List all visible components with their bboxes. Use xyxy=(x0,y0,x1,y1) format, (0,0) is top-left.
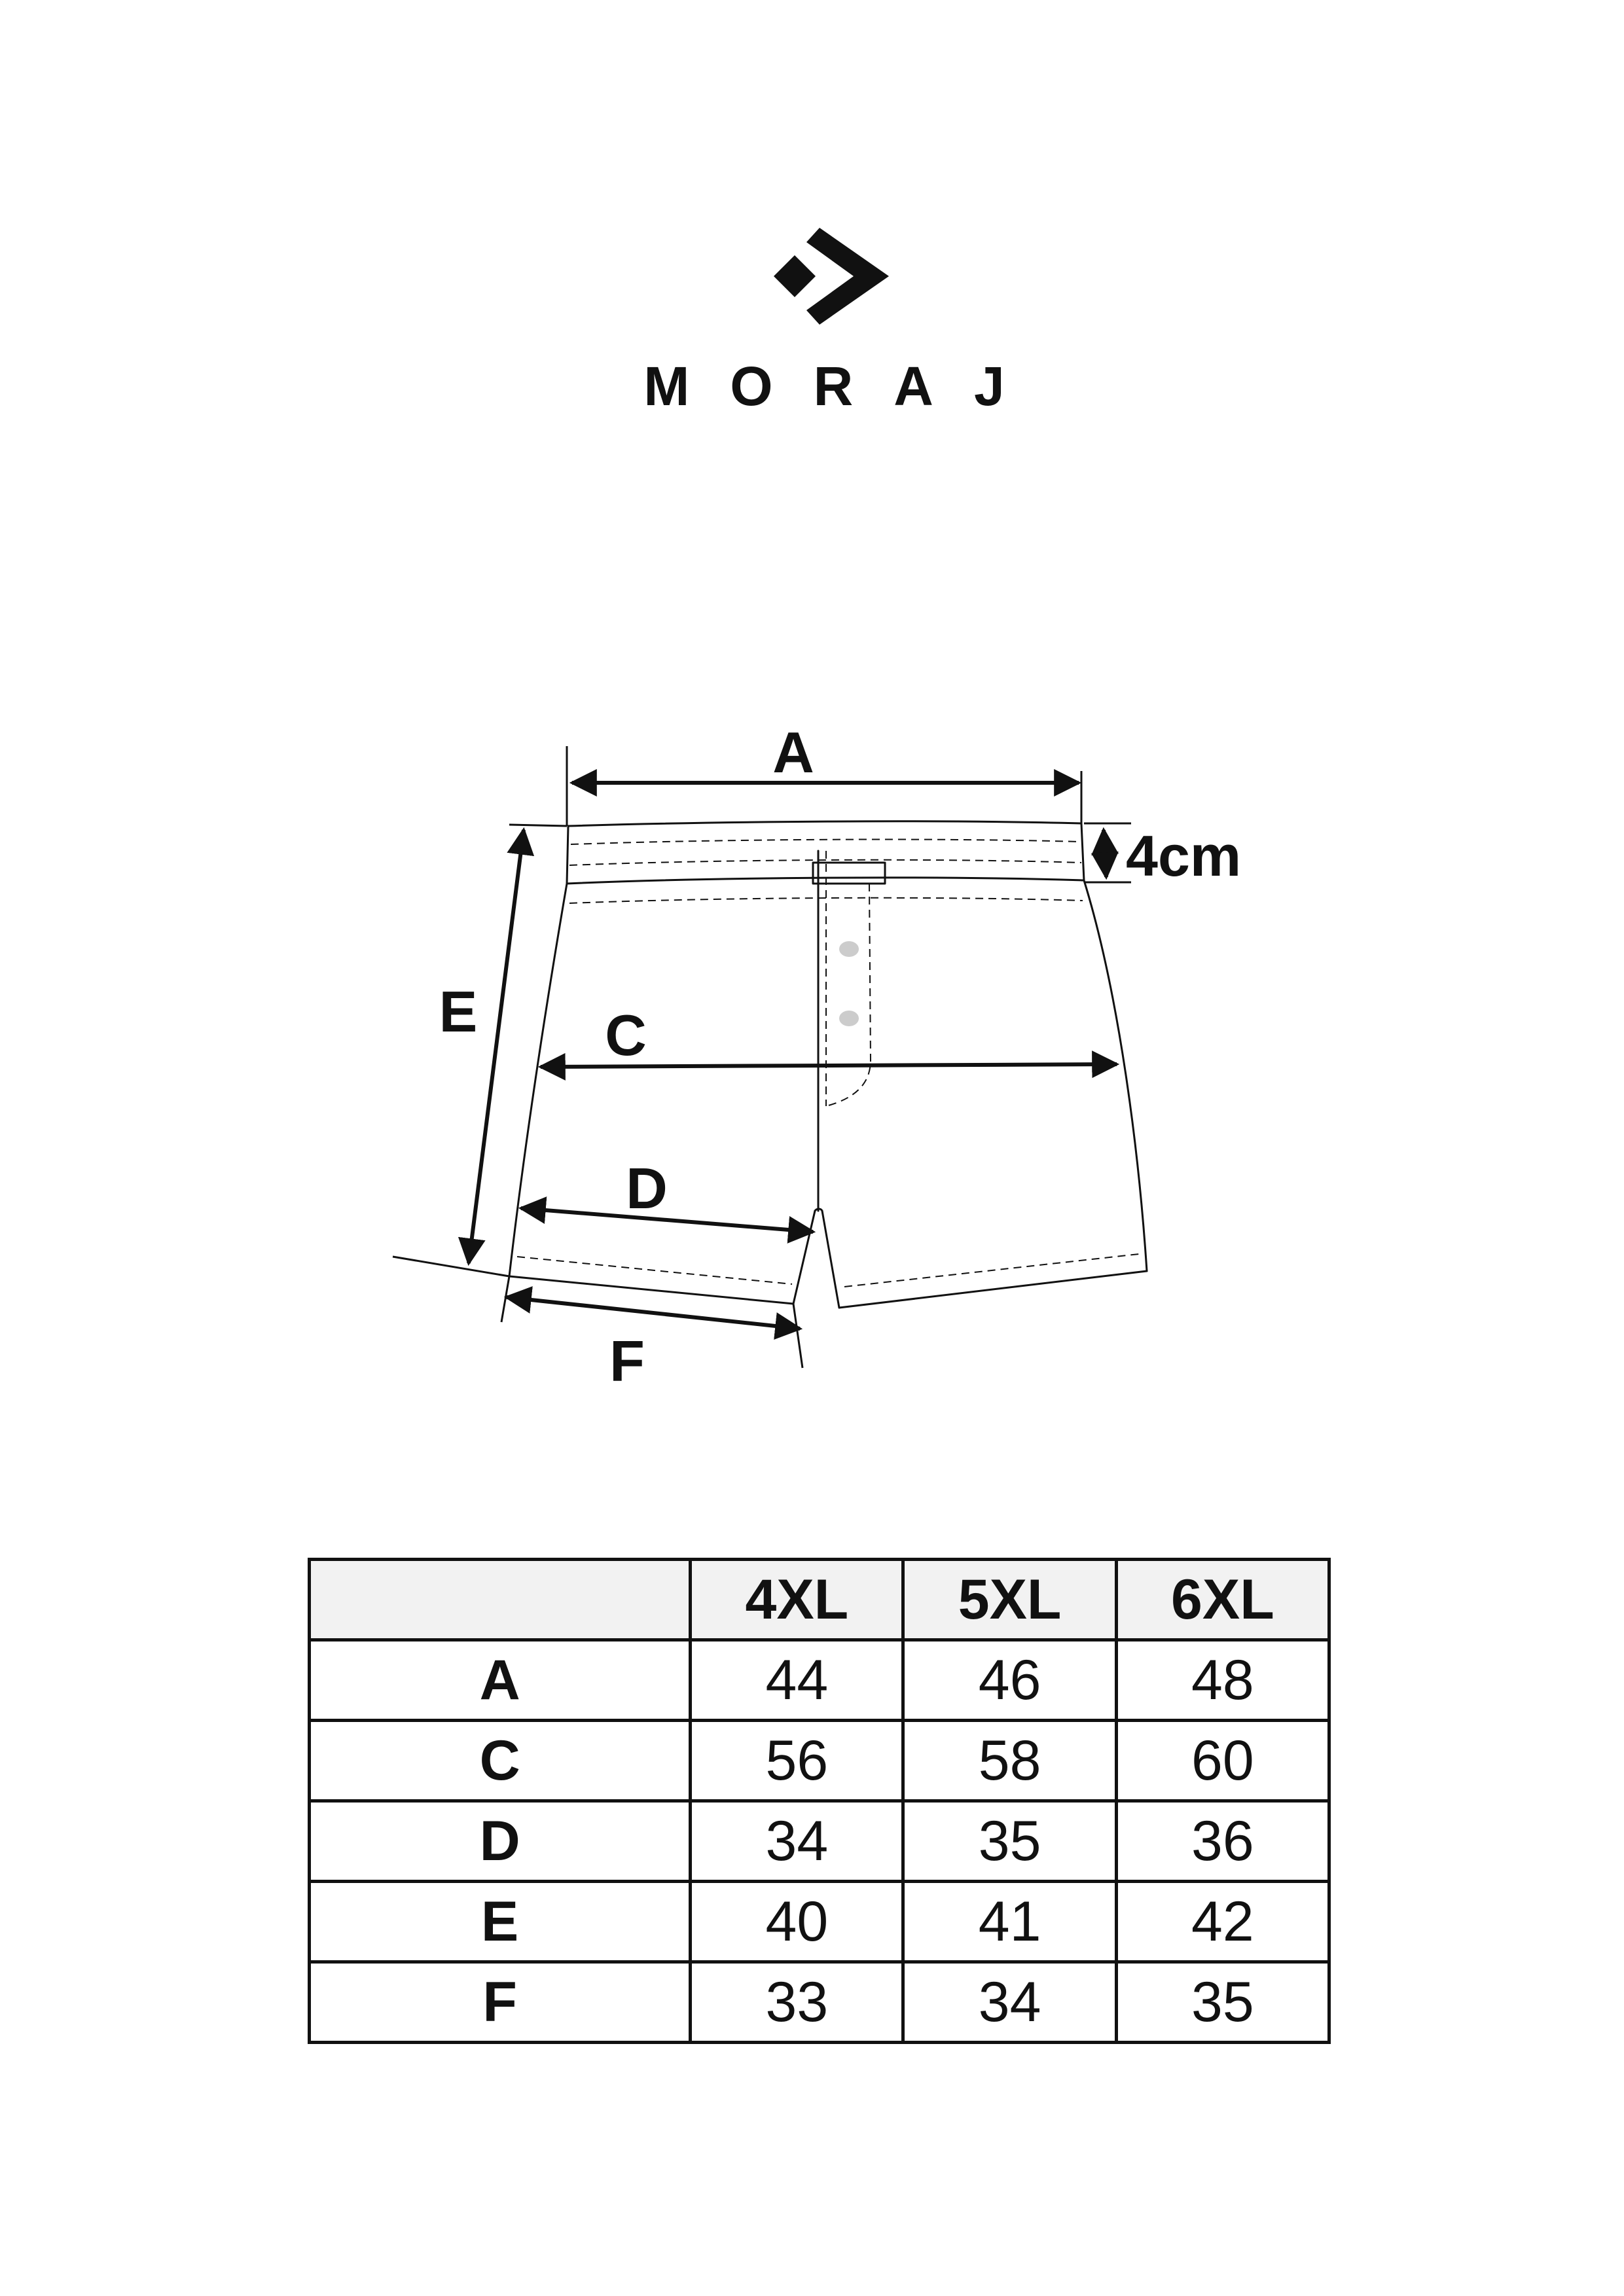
table-cell: 58 xyxy=(903,1721,1116,1801)
row-label: C xyxy=(310,1721,691,1801)
label-a: A xyxy=(772,720,814,785)
table-cell: 40 xyxy=(691,1882,903,1962)
table-corner-cell xyxy=(310,1560,691,1640)
table-row xyxy=(310,1801,1329,1882)
label-f: F xyxy=(609,1329,645,1393)
size-chart-table xyxy=(308,1558,1331,2044)
table-cell: 33 xyxy=(691,1962,903,2043)
shorts-measurement-diagram xyxy=(367,707,1283,1401)
label-waistband-height: 4cm xyxy=(1126,823,1242,888)
table-cell: 35 xyxy=(903,1801,1116,1882)
table-cell: 35 xyxy=(1116,1962,1329,2043)
column-header-5xl: 5XL xyxy=(903,1560,1116,1640)
row-label: E xyxy=(310,1882,691,1962)
table-cell: 34 xyxy=(691,1801,903,1882)
table-cell: 34 xyxy=(903,1962,1116,2043)
column-header-4xl: 4XL xyxy=(691,1560,903,1640)
table-cell: 60 xyxy=(1116,1721,1329,1801)
table-cell: 56 xyxy=(691,1721,903,1801)
column-header-6xl: 6XL xyxy=(1116,1560,1329,1640)
table-cell: 41 xyxy=(903,1882,1116,1962)
brand-name: MORAJ xyxy=(643,355,1045,417)
row-label: F xyxy=(310,1962,691,2043)
table-cell: 42 xyxy=(1116,1882,1329,1962)
label-c: C xyxy=(605,1003,647,1067)
table-cell: 36 xyxy=(1116,1801,1329,1882)
label-e: E xyxy=(439,979,478,1044)
table-cell: 44 xyxy=(691,1640,903,1721)
label-d: D xyxy=(626,1156,668,1221)
table-row xyxy=(310,1640,1329,1721)
table-row xyxy=(310,1962,1329,2043)
row-label: A xyxy=(310,1640,691,1721)
table-row xyxy=(310,1721,1329,1801)
table-header-row xyxy=(310,1560,1329,1640)
table-cell: 46 xyxy=(903,1640,1116,1721)
row-label: D xyxy=(310,1801,691,1882)
table-row xyxy=(310,1882,1329,1962)
moraj-chevron-logo-icon xyxy=(772,223,890,327)
table-cell: 48 xyxy=(1116,1640,1329,1721)
